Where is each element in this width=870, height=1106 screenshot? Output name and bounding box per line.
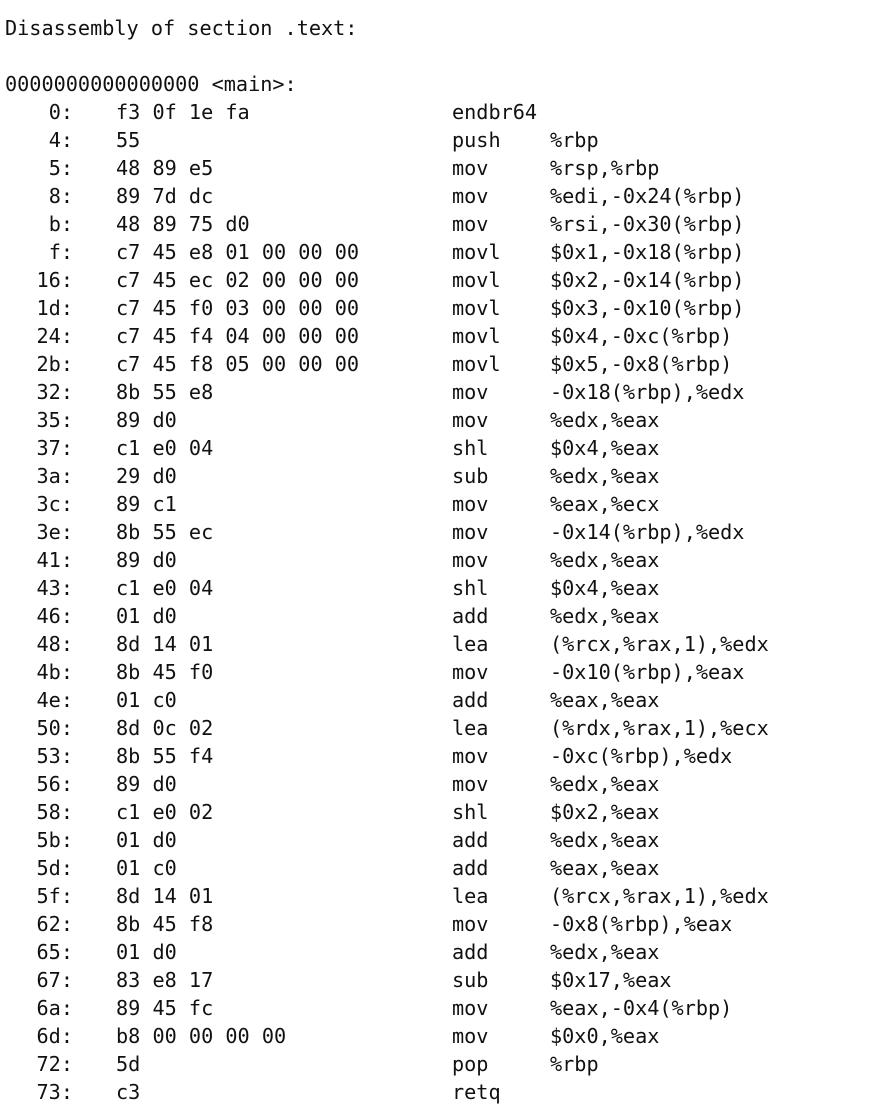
instruction-address: 5: [48, 156, 73, 180]
instruction-mnemonic: mov [452, 772, 489, 796]
instruction-row [0, 966, 870, 994]
instruction-operands: $0x4,-0xc(%rbp) [550, 324, 733, 348]
instruction-operands: (%rcx,%rax,1),%edx [550, 884, 769, 908]
instruction-row [0, 462, 870, 490]
instruction-bytes: 89 c1 [116, 492, 177, 516]
instruction-operands: %eax,%eax [550, 856, 660, 880]
instruction-bytes: 89 d0 [116, 548, 177, 572]
instruction-row [0, 434, 870, 462]
instruction-bytes: 29 d0 [116, 464, 177, 488]
instruction-operands: %eax,-0x4(%rbp) [550, 996, 733, 1020]
instruction-address: 3c: [36, 492, 73, 516]
instruction-address: 50: [36, 716, 73, 740]
instruction-mnemonic: movl [452, 268, 501, 292]
instruction-mnemonic: mov [452, 212, 489, 236]
instruction-mnemonic: add [452, 940, 489, 964]
instruction-row [0, 686, 870, 714]
instruction-bytes: 48 89 e5 [116, 156, 214, 180]
instruction-mnemonic: movl [452, 240, 501, 264]
instruction-mnemonic: shl [452, 800, 489, 824]
instruction-operands: -0xc(%rbp),%edx [550, 744, 733, 768]
instruction-bytes: 89 7d dc [116, 184, 214, 208]
instruction-bytes: 8b 55 f4 [116, 744, 214, 768]
instruction-row [0, 938, 870, 966]
instruction-operands: %edx,%eax [550, 940, 660, 964]
instruction-mnemonic: push [452, 128, 501, 152]
instruction-address: 35: [36, 408, 73, 432]
instruction-address: 5b: [36, 828, 73, 852]
instruction-row [0, 490, 870, 518]
instruction-address: 67: [36, 968, 73, 992]
instruction-mnemonic: mov [452, 380, 489, 404]
instruction-mnemonic: sub [452, 968, 489, 992]
instruction-bytes: 8d 14 01 [116, 632, 214, 656]
instruction-address: 3e: [36, 520, 73, 544]
instruction-mnemonic: mov [452, 184, 489, 208]
instruction-row [0, 770, 870, 798]
instruction-bytes: c3 [116, 1080, 141, 1104]
instruction-row [0, 266, 870, 294]
instruction-bytes: 01 d0 [116, 604, 177, 628]
instruction-bytes: 8d 0c 02 [116, 716, 214, 740]
instruction-row [0, 518, 870, 546]
instruction-address: 4: [48, 128, 73, 152]
instruction-mnemonic: add [452, 604, 489, 628]
instruction-bytes: c7 45 f0 03 00 00 00 [116, 296, 360, 320]
instruction-row [0, 238, 870, 266]
instruction-operands: -0x18(%rbp),%edx [550, 380, 745, 404]
instruction-operands: $0x4,%eax [550, 576, 660, 600]
instruction-mnemonic: movl [452, 296, 501, 320]
instruction-address: 65: [36, 940, 73, 964]
instruction-bytes: c1 e0 04 [116, 576, 214, 600]
instruction-operands: (%rcx,%rax,1),%edx [550, 632, 769, 656]
instruction-mnemonic: shl [452, 576, 489, 600]
instruction-row [0, 322, 870, 350]
instruction-address: 72: [36, 1052, 73, 1076]
instruction-operands: %eax,%eax [550, 688, 660, 712]
instruction-mnemonic: mov [452, 744, 489, 768]
instruction-address: b: [48, 212, 73, 236]
instruction-operands: $0x5,-0x8(%rbp) [550, 352, 733, 376]
instruction-address: 58: [36, 800, 73, 824]
instruction-operands: %edx,%eax [550, 772, 660, 796]
instruction-mnemonic: lea [452, 884, 489, 908]
instruction-row [0, 854, 870, 882]
instruction-operands: $0x3,-0x10(%rbp) [550, 296, 745, 320]
instruction-row [0, 182, 870, 210]
instruction-row [0, 406, 870, 434]
instruction-bytes: 55 [116, 128, 141, 152]
instruction-operands: $0x4,%eax [550, 436, 660, 460]
instruction-bytes: 8b 45 f8 [116, 912, 214, 936]
instruction-operands: %rsp,%rbp [550, 156, 660, 180]
instruction-row [0, 630, 870, 658]
instruction-mnemonic: pop [452, 1052, 489, 1076]
instruction-address: 6d: [36, 1024, 73, 1048]
instruction-address: 56: [36, 772, 73, 796]
instruction-row [0, 798, 870, 826]
instruction-address: 1d: [36, 296, 73, 320]
instruction-bytes: c1 e0 02 [116, 800, 214, 824]
instruction-operands: %edx,%eax [550, 828, 660, 852]
instruction-operands: %rbp [550, 1052, 599, 1076]
instruction-address: 48: [36, 632, 73, 656]
instruction-mnemonic: endbr64 [452, 100, 538, 124]
instruction-operands: $0x17,%eax [550, 968, 672, 992]
instruction-row [0, 882, 870, 910]
instruction-row [0, 546, 870, 574]
instruction-row [0, 1078, 870, 1106]
instruction-bytes: c7 45 ec 02 00 00 00 [116, 268, 360, 292]
instruction-mnemonic: mov [452, 1024, 489, 1048]
instruction-mnemonic: add [452, 828, 489, 852]
instruction-bytes: c7 45 f8 05 00 00 00 [116, 352, 360, 376]
instruction-address: 62: [36, 912, 73, 936]
instruction-address: 53: [36, 744, 73, 768]
instruction-bytes: 5d [116, 1052, 141, 1076]
instruction-address: 41: [36, 548, 73, 572]
instruction-row [0, 994, 870, 1022]
instruction-bytes: 48 89 75 d0 [116, 212, 250, 236]
instruction-bytes: 01 d0 [116, 828, 177, 852]
instruction-row [0, 714, 870, 742]
instruction-bytes: 01 c0 [116, 688, 177, 712]
instruction-bytes: b8 00 00 00 00 [116, 1024, 287, 1048]
instruction-operands: $0x2,%eax [550, 800, 660, 824]
instruction-address: 8: [48, 184, 73, 208]
instruction-mnemonic: mov [452, 996, 489, 1020]
instruction-row [0, 1022, 870, 1050]
instruction-bytes: 83 e8 17 [116, 968, 214, 992]
instruction-address: 6a: [36, 996, 73, 1020]
instruction-address: 5f: [36, 884, 73, 908]
instruction-address: 3a: [36, 464, 73, 488]
instruction-mnemonic: mov [452, 492, 489, 516]
instruction-operands: %edx,%eax [550, 548, 660, 572]
instruction-mnemonic: mov [452, 408, 489, 432]
instruction-row [0, 98, 870, 126]
instruction-operands: -0x8(%rbp),%eax [550, 912, 733, 936]
instruction-address: 46: [36, 604, 73, 628]
instruction-row [0, 602, 870, 630]
instruction-address: 2b: [36, 352, 73, 376]
instruction-bytes: 8d 14 01 [116, 884, 214, 908]
instruction-address: 16: [36, 268, 73, 292]
instruction-mnemonic: retq [452, 1080, 501, 1104]
instruction-bytes: 8b 55 ec [116, 520, 214, 544]
instruction-operands: $0x2,-0x14(%rbp) [550, 268, 745, 292]
instruction-bytes: 8b 55 e8 [116, 380, 214, 404]
instruction-address: 43: [36, 576, 73, 600]
instruction-mnemonic: mov [452, 520, 489, 544]
instruction-row [0, 350, 870, 378]
instruction-row [0, 378, 870, 406]
instruction-mnemonic: add [452, 688, 489, 712]
instruction-address: 4b: [36, 660, 73, 684]
instruction-bytes: f3 0f 1e fa [116, 100, 250, 124]
instruction-row [0, 1050, 870, 1078]
instruction-operands: -0x10(%rbp),%eax [550, 660, 745, 684]
instruction-bytes: 89 d0 [116, 772, 177, 796]
instruction-bytes: 8b 45 f0 [116, 660, 214, 684]
instruction-operands: %edx,%eax [550, 604, 660, 628]
instruction-row [0, 154, 870, 182]
instruction-bytes: 01 c0 [116, 856, 177, 880]
instruction-mnemonic: add [452, 856, 489, 880]
instruction-mnemonic: lea [452, 716, 489, 740]
instruction-row [0, 742, 870, 770]
instruction-operands: $0x0,%eax [550, 1024, 660, 1048]
instruction-address: 4e: [36, 688, 73, 712]
instruction-row [0, 294, 870, 322]
instruction-mnemonic: sub [452, 464, 489, 488]
instruction-operands: %edx,%eax [550, 408, 660, 432]
instruction-row [0, 910, 870, 938]
instruction-operands: %edx,%eax [550, 464, 660, 488]
instruction-address: 0: [48, 100, 73, 124]
instruction-row [0, 574, 870, 602]
instruction-mnemonic: movl [452, 324, 501, 348]
instruction-mnemonic: movl [452, 352, 501, 376]
instruction-address: 24: [36, 324, 73, 348]
instruction-operands: %eax,%ecx [550, 492, 660, 516]
instruction-bytes: 01 d0 [116, 940, 177, 964]
instruction-bytes: c7 45 f4 04 00 00 00 [116, 324, 360, 348]
instruction-row [0, 658, 870, 686]
instruction-operands: -0x14(%rbp),%edx [550, 520, 745, 544]
instruction-row [0, 826, 870, 854]
instruction-mnemonic: mov [452, 912, 489, 936]
instruction-row [0, 210, 870, 238]
instruction-mnemonic: lea [452, 632, 489, 656]
instruction-bytes: 89 45 fc [116, 996, 214, 1020]
instruction-address: 37: [36, 436, 73, 460]
instruction-operands: %rbp [550, 128, 599, 152]
instruction-address: 73: [36, 1080, 73, 1104]
instruction-mnemonic: mov [452, 660, 489, 684]
instruction-mnemonic: mov [452, 548, 489, 572]
instruction-operands: $0x1,-0x18(%rbp) [550, 240, 745, 264]
instruction-operands: %rsi,-0x30(%rbp) [550, 212, 745, 236]
instruction-address: f: [48, 240, 73, 264]
instruction-address: 32: [36, 380, 73, 404]
instruction-operands: %edi,-0x24(%rbp) [550, 184, 745, 208]
instruction-operands: (%rdx,%rax,1),%ecx [550, 716, 769, 740]
instruction-mnemonic: mov [452, 156, 489, 180]
instruction-bytes: 89 d0 [116, 408, 177, 432]
instruction-row [0, 126, 870, 154]
instruction-bytes: c7 45 e8 01 00 00 00 [116, 240, 360, 264]
instruction-bytes: c1 e0 04 [116, 436, 214, 460]
instruction-mnemonic: shl [452, 436, 489, 460]
function-header: 0000000000000000 <main>: [5, 72, 297, 96]
instruction-address: 5d: [36, 856, 73, 880]
section-header: Disassembly of section .text: [5, 16, 358, 40]
